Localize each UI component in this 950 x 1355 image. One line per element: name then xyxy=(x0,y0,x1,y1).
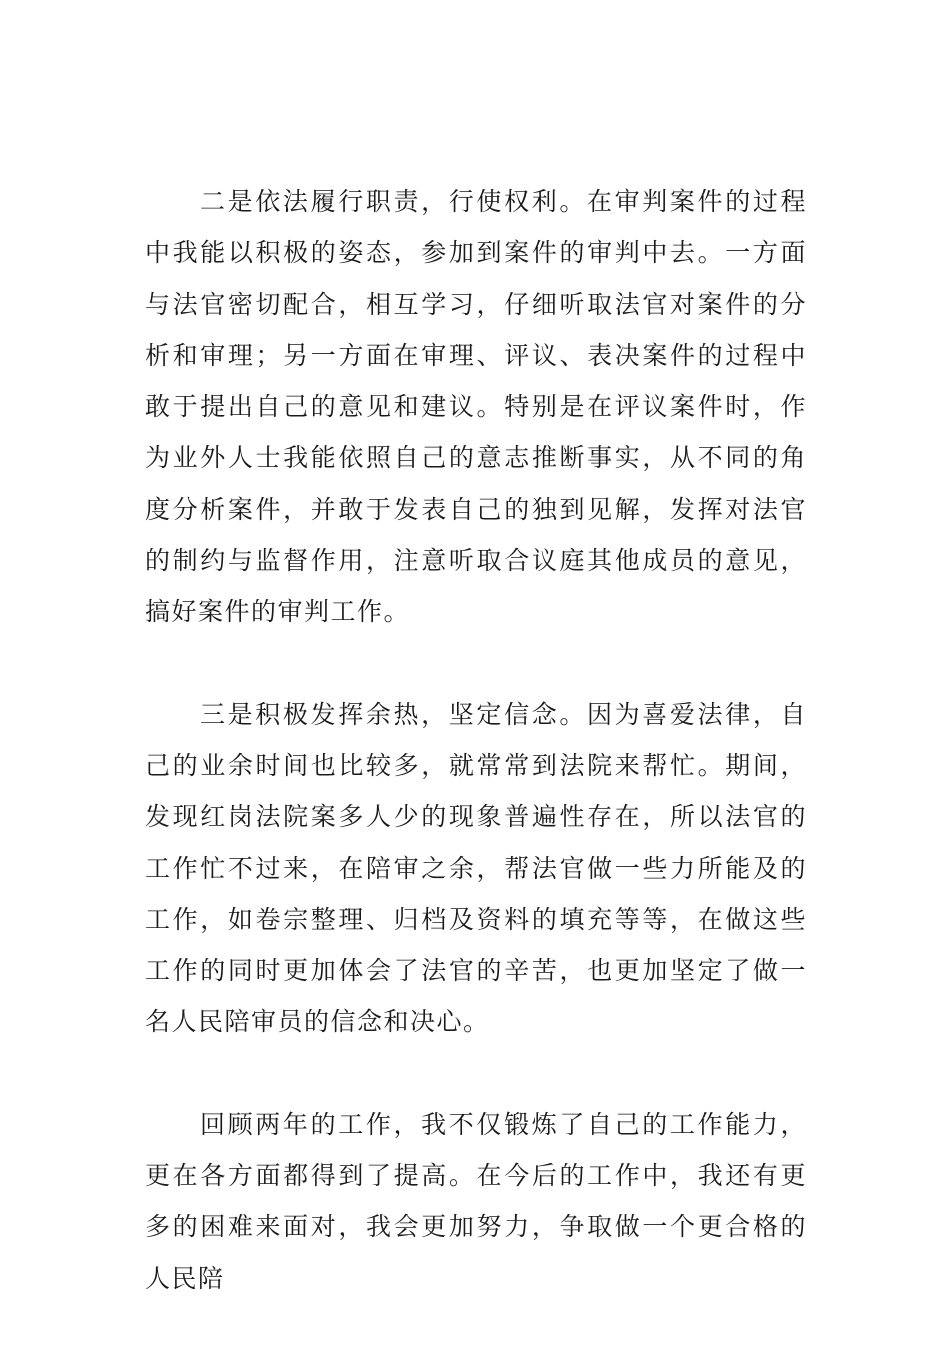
paragraph-review: 回顾两年的工作，我不仅锻炼了自己的工作能力，更在各方面都得到了提高。在今后的工作中，我还有更多的困难来面对，我会更加努力，争取做一个更合格的人民陪 xyxy=(145,1109,807,1293)
paragraph-duties: 二是依法履行职责，行使权利。在审判案件的过程中我能以积极的姿态，参加到案件的审判中去。一方面与法官密切配合，相互学习，仔细听取法官对案件的分析和审理；另一方面在审理、评议、表决案件的过程中敢于提出自己的意见和建议。特别是在评议案件时，作为业外人士我能依照自己的意志推断事实，从不同的角度分析案件，并敢于发表自己的独到见解，发挥对法官的制约与监督作用，注意听取合议庭其他成员的意见，搞好案件的审判工作。 xyxy=(145,187,807,627)
document-body xyxy=(145,176,807,1355)
paragraph-enthusiasm: 三是积极发挥余热，坚定信念。因为喜爱法律，自己的业余时间也比较多，就常常到法院来帮忙。期间，发现红岗法院案多人少的现象普遍性存在，所以法官的工作忙不过来，在陪审之余，帮法官做一些力所能及的工作，如卷宗整理、归档及资料的填充等等，在做这些工作的同时更加体会了法官的辛苦，也更加坚定了做一名人民陪审员的信念和决心。 xyxy=(145,699,807,1037)
